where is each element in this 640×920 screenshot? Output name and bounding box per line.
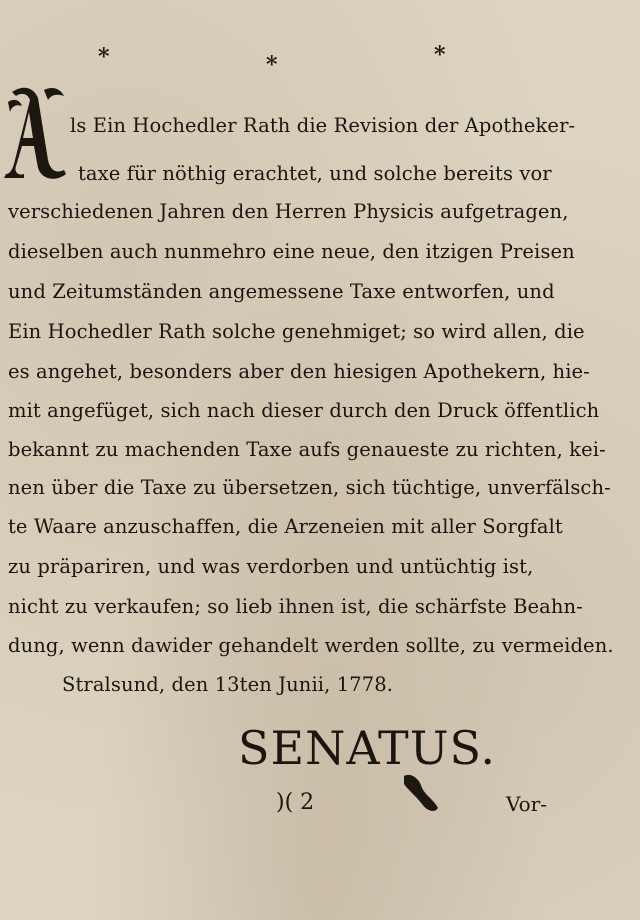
- text-line: nicht zu verkaufen; so lieb ihnen ist, die schärfste Beahn-: [8, 595, 583, 618]
- text-line: dieselben auch nunmehro eine neue, den itzigen Preisen: [8, 240, 575, 263]
- date-line: Stralsund, den 13ten Junii, 1778.: [62, 673, 394, 696]
- text-line: zu präpariren, und was verdorben und untüchtig ist,: [8, 555, 534, 578]
- senatus-signature: SENATUS.: [238, 721, 496, 775]
- text-line: verschiedenen Jahren den Herren Physicis aufgetragen,: [8, 200, 569, 223]
- text-line: bekannt zu machenden Taxe aufs genaueste zu richten, kei-: [8, 438, 606, 461]
- ink-stain-mark: [398, 770, 442, 818]
- ornament-row: [0, 40, 640, 80]
- text-line: te Waare anzuschaffen, die Arzeneien mit aller Sorgfalt: [8, 515, 563, 538]
- text-line: und Zeitumständen angemessene Taxe entworfen, und: [8, 280, 555, 303]
- catchword: Vor-: [506, 792, 547, 816]
- text-line: Ein Hochedler Rath solche genehmiget; so wird allen, die: [8, 320, 585, 343]
- signature-mark: )( 2: [276, 790, 315, 815]
- ornament-asterisk-right: *: [434, 42, 446, 68]
- ornament-asterisk-left: *: [98, 44, 110, 70]
- text-line: taxe für nöthig erachtet, und solche bereits vor: [78, 162, 552, 185]
- text-line: nen über die Taxe zu übersetzen, sich tüchtige, unverfälsch-: [8, 476, 611, 499]
- text-line: es angehet, besonders aber den hiesigen Apothekern, hie-: [8, 360, 590, 383]
- ornament-asterisk-center: *: [266, 52, 278, 78]
- text-line: dung, wenn dawider gehandelt werden sollte, zu vermeiden.: [8, 634, 614, 657]
- drop-cap-initial: [4, 82, 70, 182]
- text-line: mit angefüget, sich nach dieser durch den Druck öffentlich: [8, 399, 600, 422]
- text-line: ls Ein Hochedler Rath die Revision der Apotheker-: [70, 114, 576, 137]
